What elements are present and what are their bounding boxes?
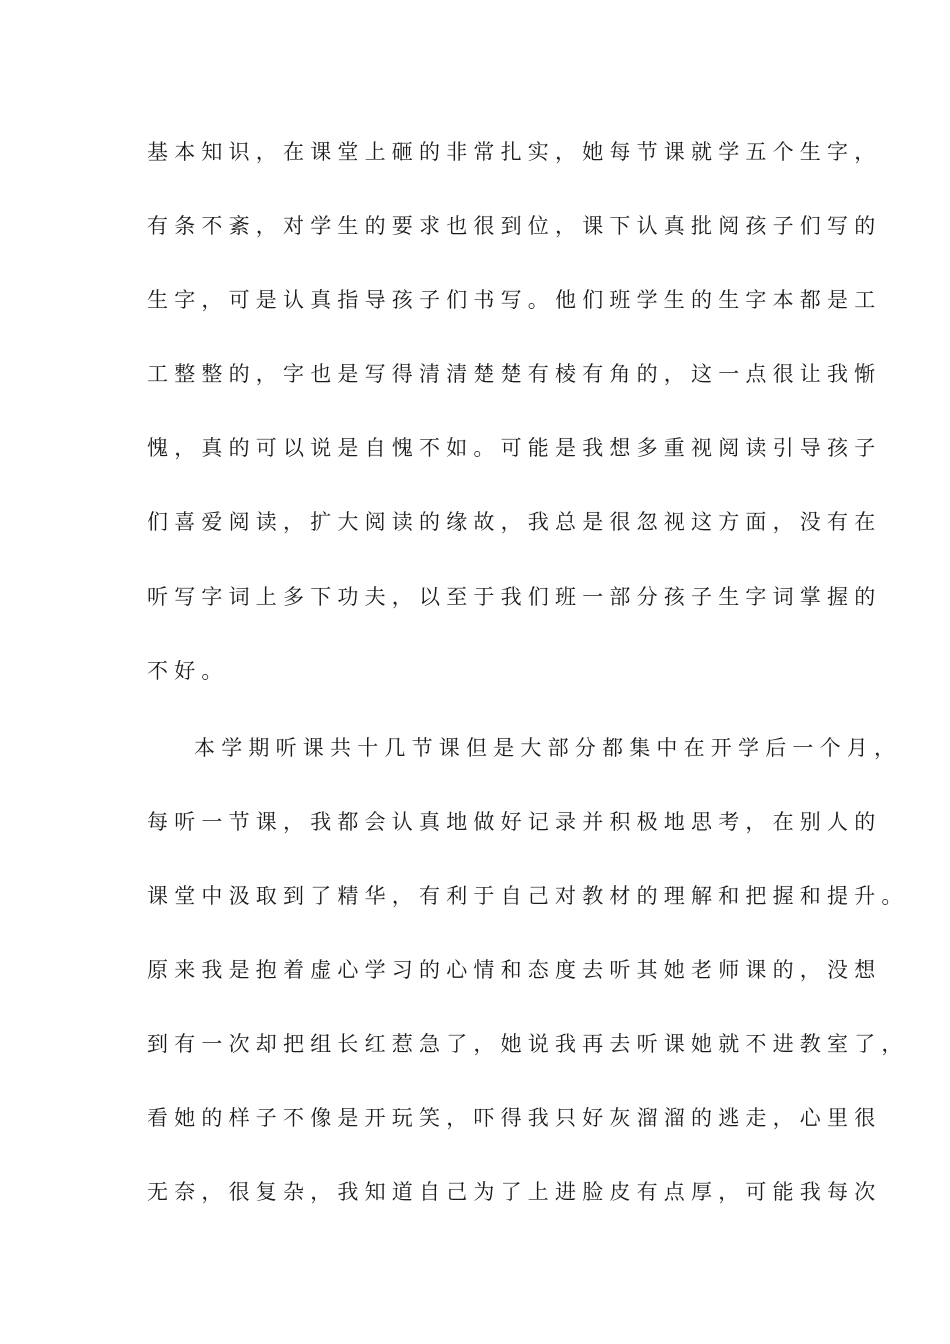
text-line: 无奈，很复杂，我知道自己为了上进脸皮有点厚，可能我每次 <box>147 1180 882 1204</box>
text-line: 有条不紊，对学生的要求也很到位，课下认真批阅孩子们写的 <box>147 214 882 238</box>
paragraph-first-line: 本学期听课共十几节课但是大部分都集中在开学后一个月， <box>194 736 902 760</box>
text-line: 愧，真的可以说是自愧不如。可能是我想多重视阅读引导孩子 <box>147 436 882 460</box>
text-line: 生字，可是认真指导孩子们书写。他们班学生的生字本都是工 <box>147 288 882 312</box>
text-line: 到有一次却把组长红惹急了，她说我再去听课她就不进教室了， <box>147 1032 909 1056</box>
text-line: 每听一节课，我都会认真地做好记录并积极地思考，在别人的 <box>147 810 882 834</box>
text-line: 不好。 <box>147 659 229 683</box>
text-line: 看她的样子不像是开玩笑，吓得我只好灰溜溜的逃走，心里很 <box>147 1106 882 1130</box>
text-line: 课堂中汲取到了精华，有利于自己对教材的理解和把握和提升。 <box>147 884 909 908</box>
text-line: 工整整的，字也是写得清清楚楚有棱有角的，这一点很让我惭 <box>147 362 882 386</box>
text-line: 们喜爱阅读，扩大阅读的缘故，我总是很忽视这方面，没有在 <box>147 510 882 534</box>
text-line: 听写字词上多下功夫，以至于我们班一部分孩子生字词掌握的 <box>147 585 882 609</box>
text-line: 基本知识，在课堂上砸的非常扎实，她每节课就学五个生字， <box>147 140 882 164</box>
text-line: 原来我是抱着虚心学习的心情和态度去听其她老师课的，没想 <box>147 958 882 982</box>
